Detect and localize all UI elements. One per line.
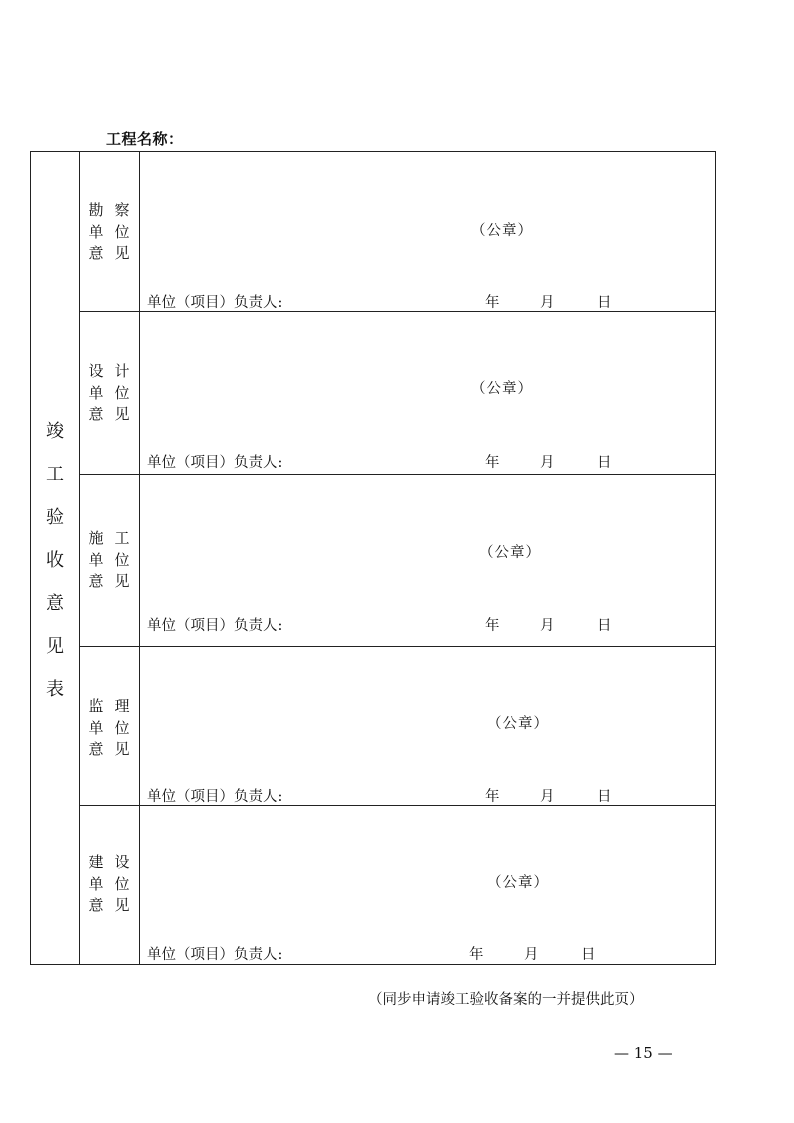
title-char: 工 xyxy=(46,464,64,485)
survey-unit-row xyxy=(79,152,715,311)
date-day: 日 xyxy=(597,295,612,311)
date-day: 日 xyxy=(597,789,612,805)
official-seal-placeholder: （公章） xyxy=(487,875,549,891)
title-char: 表 xyxy=(46,679,64,700)
survey-unit-label: 勘 察 单 位 意 见 xyxy=(88,201,130,262)
responsible-person-label: 单位（项目）负责人: xyxy=(147,295,283,311)
official-seal-placeholder: （公章） xyxy=(471,381,533,397)
owner-unit-label: 建 设 单 位 意 见 xyxy=(88,853,130,914)
responsible-person-label: 单位（项目）负责人: xyxy=(147,947,283,963)
date-year: 年 xyxy=(485,455,500,471)
construction-unit-row xyxy=(79,474,715,646)
date-year: 年 xyxy=(469,947,484,963)
supervision-unit-label: 监 理 单 位 意 见 xyxy=(88,697,130,758)
footer-note: （同步申请竣工验收备案的一并提供此页） xyxy=(368,992,644,1008)
title-char: 意 xyxy=(46,593,64,614)
date-year: 年 xyxy=(485,618,500,634)
responsible-person-label: 单位（项目）负责人: xyxy=(147,618,283,634)
date-day: 日 xyxy=(581,947,596,963)
date-year: 年 xyxy=(485,295,500,311)
construction-unit-label: 施 工 单 位 意 见 xyxy=(88,529,130,590)
title-char: 收 xyxy=(46,550,64,571)
official-seal-placeholder: （公章） xyxy=(471,223,533,239)
acceptance-opinion-table xyxy=(30,151,716,965)
date-month: 月 xyxy=(540,789,555,805)
project-name-label: 工程名称： xyxy=(106,130,184,148)
title-char: 竣 xyxy=(46,421,64,442)
official-seal-placeholder: （公章） xyxy=(487,716,549,732)
supervision-unit-row xyxy=(79,646,715,805)
page-number: — 15 — xyxy=(614,1044,673,1062)
date-month: 月 xyxy=(540,295,555,311)
responsible-person-label: 单位（项目）负责人: xyxy=(147,789,283,805)
official-seal-placeholder: （公章） xyxy=(479,545,541,561)
design-unit-label: 设 计 单 位 意 见 xyxy=(88,362,130,423)
title-char: 见 xyxy=(46,636,64,657)
owner-unit-row xyxy=(79,805,715,966)
date-month: 月 xyxy=(540,618,555,634)
design-unit-row xyxy=(79,311,715,474)
date-year: 年 xyxy=(485,789,500,805)
title-char: 验 xyxy=(46,507,64,528)
responsible-person-label: 单位（项目）负责人: xyxy=(147,455,283,471)
table-title-vertical xyxy=(31,410,79,711)
date-day: 日 xyxy=(597,618,612,634)
date-month: 月 xyxy=(524,947,539,963)
date-day: 日 xyxy=(597,455,612,471)
date-month: 月 xyxy=(540,455,555,471)
